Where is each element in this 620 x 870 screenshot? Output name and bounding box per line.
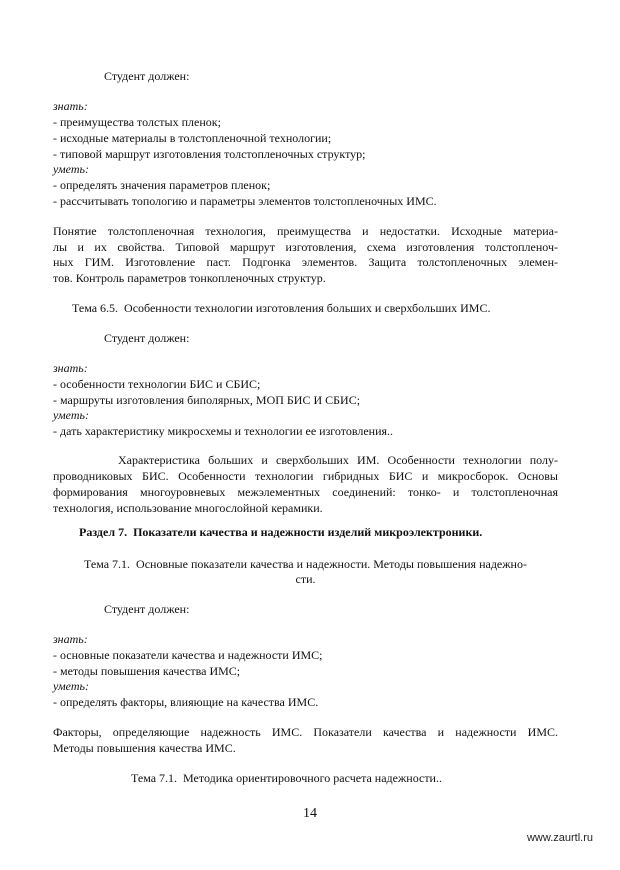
paragraph-line: ных ГИМ. Изготовление паст. Подгонка элементов. Защита толстопленочных элемен- bbox=[53, 255, 558, 269]
page-number: 14 bbox=[303, 806, 317, 821]
can-label: уметь: bbox=[53, 408, 89, 422]
paragraph-line: тов. Контроль параметров тонкопленочных структур. bbox=[53, 271, 326, 285]
paragraph-line: Понятие толстопленочная технология, преимущества и недостатки. Исходные материа- bbox=[53, 224, 558, 238]
section-title: Раздел 7. Показатели качества и надежности изделий микроэлектроники. bbox=[79, 525, 483, 539]
list-item: - рассчитывать топологию и параметры элементов толстопленочных ИМС. bbox=[53, 194, 437, 208]
topic-title: Тема 7.1. Основные показатели качества и надежности. Методы повышения надежно- bbox=[84, 557, 527, 571]
know-label: знать: bbox=[53, 632, 88, 646]
student-heading: Студент должен: bbox=[104, 69, 190, 83]
list-item: - определять значения параметров пленок; bbox=[53, 178, 271, 192]
list-item: - типовой маршрут изготовления толстопленочных структур; bbox=[53, 147, 366, 161]
list-item: - определять факторы, влияющие на качества ИМС. bbox=[53, 695, 319, 709]
paragraph-line: проводниковых БИС. Особенности технологии гибридных БИС и микросборок. Основы bbox=[53, 469, 558, 483]
list-item: - основные показатели качества и надежности ИМС; bbox=[53, 648, 323, 662]
paragraph-line: формирования многоуровневых межэлементных соединений: тонко- и толстопленочная bbox=[53, 485, 558, 499]
paragraph-line: технология, использование многослойной керамики. bbox=[53, 501, 323, 515]
paragraph-line: лы и их свойства. Типовой маршрут изготовления, схема изготовления толстопленоч- bbox=[53, 240, 558, 254]
paragraph-line: Характеристика больших и сверхбольших ИМ. Особенности технологии полу- bbox=[118, 453, 558, 467]
list-item: - преимущества толстых пленок; bbox=[53, 115, 221, 129]
paragraph-line: Методы повышения качества ИМС. bbox=[53, 741, 236, 755]
know-label: знать: bbox=[53, 99, 88, 113]
know-label: знать: bbox=[53, 361, 88, 375]
topic-title-continuation: сти. bbox=[295, 572, 316, 586]
topic-title: Тема 7.1. Методика ориентировочного расчета надежности.. bbox=[131, 771, 442, 785]
can-label: уметь: bbox=[53, 162, 89, 176]
topic-title: Тема 6.5. Особенности технологии изготовления больших и сверхбольших ИМС. bbox=[72, 301, 491, 315]
list-item: - методы повышения качества ИМС; bbox=[53, 664, 241, 678]
student-heading: Студент должен: bbox=[104, 602, 190, 616]
student-heading: Студент должен: bbox=[104, 331, 190, 345]
list-item: - исходные материалы в толстопленочной технологии; bbox=[53, 131, 332, 145]
paragraph-line: Факторы, определяющие надежность ИМС. Показатели качества и надежности ИМС. bbox=[53, 725, 558, 739]
list-item: - маршруты изготовления биполярных, МОП БИС И СБИС; bbox=[53, 393, 361, 407]
list-item: - дать характеристику микросхемы и технологии ее изготовления.. bbox=[53, 424, 394, 438]
list-item: - особенности технологии БИС и СБИС; bbox=[53, 377, 261, 391]
can-label: уметь: bbox=[53, 679, 89, 693]
watermark-link[interactable]: www.zaurtl.ru bbox=[526, 832, 593, 844]
